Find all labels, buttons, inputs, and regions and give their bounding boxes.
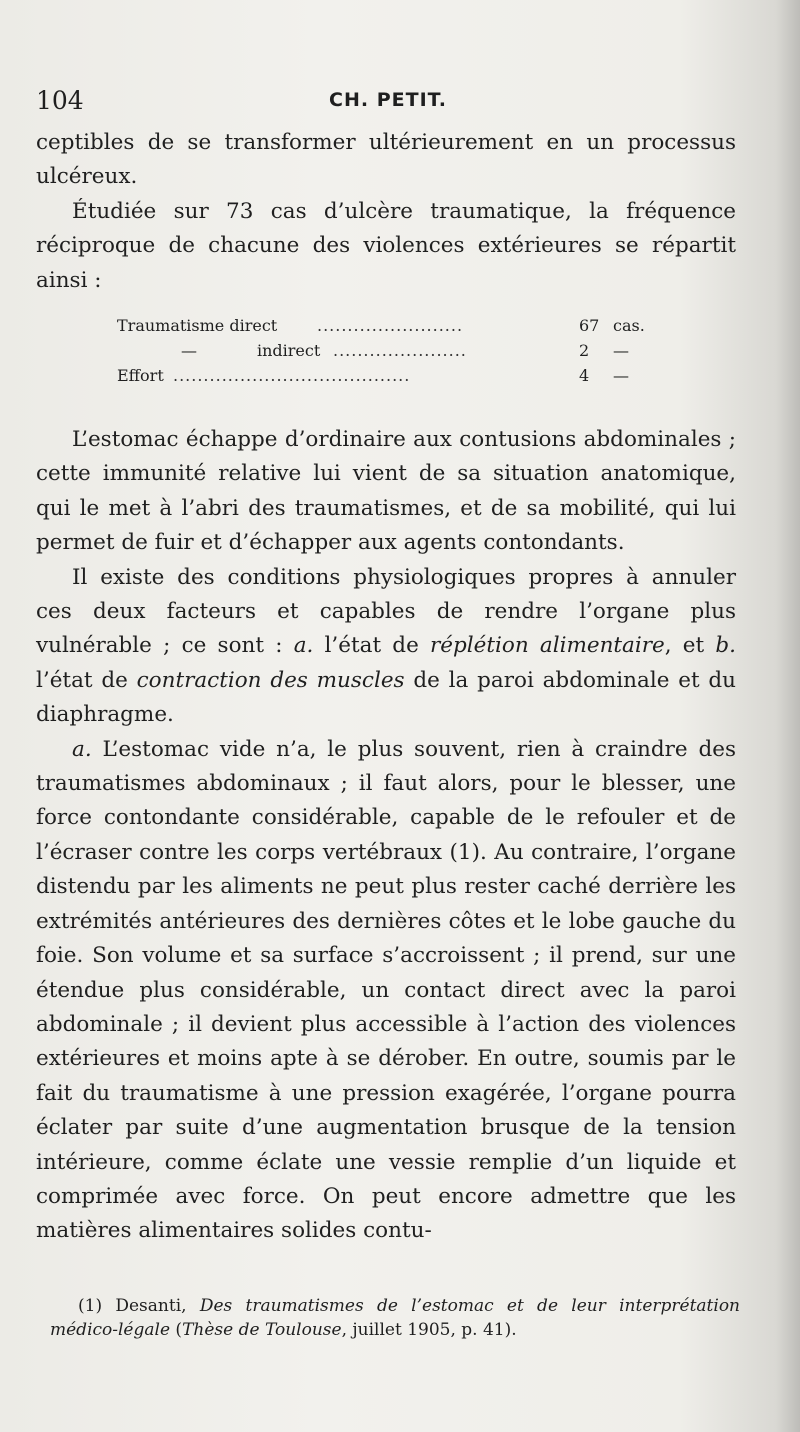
trauma-statistics-table [117, 313, 657, 388]
page-number: 104 [36, 86, 84, 115]
paragraph-continuation: ceptibles de se transformer ultérieurement en un processus ulcéreux. [36, 130, 736, 190]
table-row-value: 67 [579, 316, 600, 335]
table-row [117, 363, 657, 388]
opening-text [36, 126, 736, 298]
table-row-label: Traumatisme direct [117, 316, 278, 335]
leader-dots: ....................................... [173, 366, 411, 385]
paragraph-empty-stomach: a. L’estomac vide n’a, le plus souvent, rien à craindre des traumatismes abdominaux ; il faut alors, pour le blesser, une force contondante considérable, capable de le refouler et de l’écraser contre les corps vertébraux (1). Au contraire, l’organe distendu par les aliments ne peut plus rester caché derrière les extrémités antérieures des dernières côtes et le lobe gauche du foie. Son volume et sa surface s’accroissent ; il prend, sur une étendue plus considérable, un contact direct avec la paroi abdominale ; il devient plus accessible à l’action des violences extérieures et moins apte à se dérober. En outre, soumis par le fait du traumatisme à une pression exagérée, l’organe pourra éclater par suite d’une augmentation brusque de la tension intérieure, comme éclate une vessie remplie d’un liquide et comprimée avec force. On peut encore admettre que les matières alimentaires solides contu- [36, 736, 736, 1244]
table-row-unit: cas. [613, 316, 645, 335]
table-row-label: Effort [117, 366, 164, 385]
table-row-unit: — [613, 341, 629, 360]
leader-dots: ........................ [317, 316, 464, 335]
table-row-unit: — [613, 366, 629, 385]
table-row [117, 313, 657, 338]
footnote [50, 1294, 740, 1342]
paragraph-stomach-immunity: L’estomac échappe d’ordinaire aux contusions abdominales ; cette immunité relative lui vient de sa situation anatomique, qui le met à l’abri des traumatismes, et de sa mobilité, qui lui permet de fuir et d’échapper aux agents contondants. [36, 427, 736, 556]
table-row-value: 2 [579, 341, 590, 360]
footnote-marker: (1) [78, 1296, 103, 1316]
table-row-label: indirect [257, 341, 321, 360]
paragraph-conditions: Il existe des conditions physiologiques propres à annuler ces deux facteurs et capables de rendre l’organe plus vulnérable ; ce sont : a. l’état de réplétion alimentaire, et b. l’état de contraction des muscles de la paroi abdominale et du diaphragme. [36, 564, 736, 728]
running-head: CH. PETIT. [329, 89, 447, 111]
table-row-ditto: — [181, 341, 197, 360]
main-text [36, 423, 736, 1249]
paragraph-statistics-intro: Étudiée sur 73 cas d’ulcère traumatique, la fréquence réciproque de chacune des violences extérieures se répartit ainsi : [36, 198, 736, 293]
table-row [117, 338, 657, 363]
leader-dots: ...................... [333, 341, 467, 360]
page-header [36, 86, 740, 118]
footnote-text: (1) Desanti, Des traumatismes de l’estomac et de leur interprétation médico-légale (Thèse de Toulouse, juillet 1905, p. 41). [50, 1296, 740, 1340]
table-row-value: 4 [579, 366, 590, 385]
